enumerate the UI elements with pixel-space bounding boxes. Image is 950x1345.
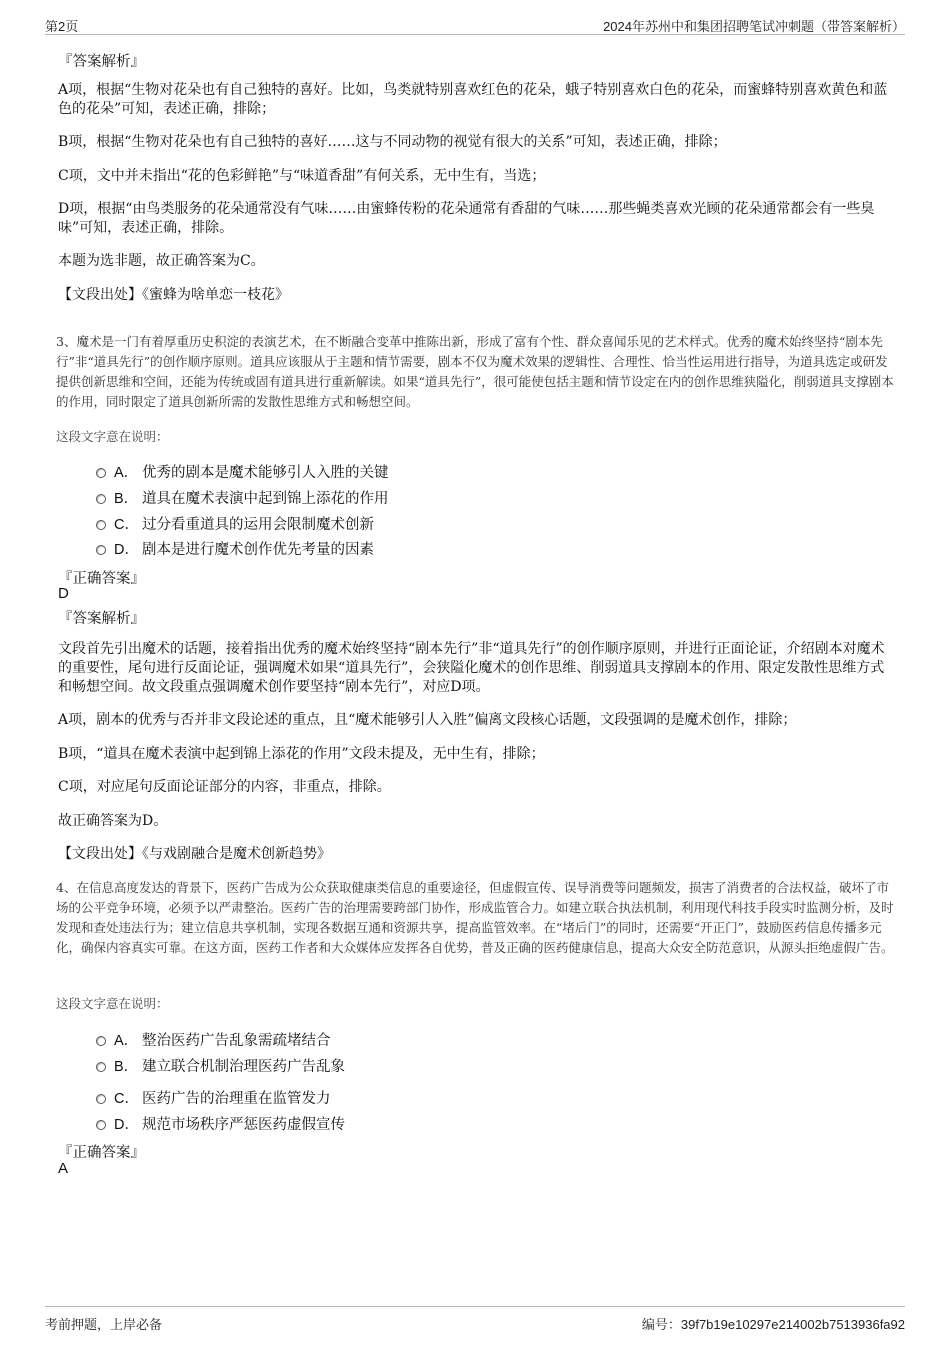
option-letter: C． bbox=[114, 1091, 139, 1107]
option-letter: C． bbox=[114, 517, 139, 533]
radio-icon[interactable] bbox=[96, 1120, 106, 1130]
q3-option-a[interactable] bbox=[96, 461, 389, 481]
option-letter: D． bbox=[114, 542, 139, 558]
radio-icon[interactable] bbox=[96, 520, 106, 530]
q3-question-text: 3、魔术是一门有着厚重历史积淀的表演艺术，在不断融合变革中推陈出新，形成了富有个性、群众喜闻乐见的艺术样式。优秀的魔术始终坚持“剧本先行”非“道具先行”的创作顺序原则。道具应该服从于主题和情节需要，剧本不仅为魔术效果的逻辑性、合理性、恰当性运用进行指导，为道具选定或研发提供创新思维和空间，还能为传统或固有道具进行重新解读。如果“道具先行”，很可能使包括主题和情节设定在内的创作思维狭隘化，削弱道具支撑剧本的作用，同时限定了道具创新所需的发散性思维方式和畅想空间。 bbox=[56, 334, 894, 409]
q3-analysis-heading: 『答案解析』 bbox=[58, 611, 145, 627]
q2-analysis-a: A项，根据“生物对花朵也有自己独特的喜好。比如，鸟类就特别喜欢红色的花朵，蛾子特别喜欢白色的花朵，而蜜蜂特别喜欢黄色和蓝色的花朵”可知，表述正确，排除； bbox=[58, 82, 888, 117]
q2-answer-line: 本题为选非题，故正确答案为C。 bbox=[58, 253, 265, 269]
radio-icon[interactable] bbox=[96, 1094, 106, 1104]
q4-correct-answer-heading: 『正确答案』 bbox=[58, 1145, 145, 1161]
radio-icon[interactable] bbox=[96, 468, 106, 478]
option-text: 剧本是进行魔术创作优先考量的因素 bbox=[142, 542, 374, 558]
q3-correct-answer: D bbox=[58, 585, 69, 602]
radio-icon[interactable] bbox=[96, 1062, 106, 1072]
q3-correct-answer-heading: 『正确答案』 bbox=[58, 571, 145, 587]
q2-analysis-b: B项，根据“生物对花朵也有自己独特的喜好……这与不同动物的视觉有很大的关系”可知，表述正确，排除； bbox=[58, 134, 727, 150]
q3-analysis-b: B项，“道具在魔术表演中起到锦上添花的作用”文段未提及，无中生有，排除； bbox=[58, 746, 545, 762]
q3-answer-line: 故正确答案为D。 bbox=[58, 813, 168, 829]
option-text: 优秀的剧本是魔术能够引人入胜的关键 bbox=[142, 465, 389, 481]
document-title: 2024年苏州中和集团招聘笔试冲刺题（带答案解析） bbox=[603, 19, 905, 34]
option-text: 规范市场秩序严惩医药虚假宣传 bbox=[142, 1117, 345, 1133]
q3-option-d[interactable] bbox=[96, 538, 374, 558]
option-letter: D． bbox=[114, 1117, 139, 1133]
q3-analysis-c: C项，对应尾句反面论证部分的内容，非重点，排除。 bbox=[58, 779, 391, 795]
option-letter: B． bbox=[114, 1059, 139, 1075]
option-letter: B． bbox=[114, 491, 139, 507]
q3-source: 【文段出处】《与戏剧融合是魔术创新趋势》 bbox=[58, 846, 331, 862]
q2-analysis-c: C项，文中并未指出“花的色彩鲜艳”与“味道香甜”有何关系，无中生有，当选； bbox=[58, 168, 546, 184]
page-header bbox=[45, 14, 905, 35]
option-text: 建立联合机制治理医药广告乱象 bbox=[142, 1059, 345, 1075]
radio-icon[interactable] bbox=[96, 494, 106, 504]
q4-prompt: 这段文字意在说明： bbox=[56, 996, 169, 1011]
page-number: 第2页 bbox=[45, 19, 79, 34]
q2-analysis-heading: 『答案解析』 bbox=[58, 54, 145, 70]
q4-option-b[interactable] bbox=[96, 1055, 345, 1075]
option-text: 过分看重道具的运用会限制魔术创新 bbox=[142, 517, 374, 533]
q3-option-c[interactable] bbox=[96, 513, 374, 533]
q2-analysis-d: D项，根据“由鸟类服务的花朵通常没有气味……由蜜蜂传粉的花朵通常有香甜的气味……那些蝇类喜欢光顾的花朵通常都会有一些臭味”可知，表述正确，排除。 bbox=[58, 201, 875, 236]
document-id: 编号：39f7b19e10297e214002b7513936fa92 bbox=[641, 1317, 905, 1332]
radio-icon[interactable] bbox=[96, 545, 106, 555]
option-letter: A． bbox=[114, 1033, 139, 1049]
q3-analysis-main: 文段首先引出魔术的话题，接着指出优秀的魔术始终坚持“剧本先行”非“道具先行”的创作顺序原则，并进行正面论证，介绍剧本对魔术的重要性，尾句进行反面论证，强调魔术如果“道具先行”，会狭隘化魔术的创作思维、削弱道具支撑剧本的作用、限定发散性思维方式和畅想空间。故文段重点强调魔术创作要坚持“剧本先行”，对应D项。 bbox=[58, 641, 885, 695]
page-footer bbox=[45, 1306, 905, 1335]
q3-analysis-a: A项，剧本的优秀与否并非文段论述的重点，且“魔术能够引人入胜”偏离文段核心话题，文段强调的是魔术创作，排除； bbox=[58, 712, 797, 728]
q4-correct-answer: A bbox=[58, 1160, 69, 1177]
option-letter: A． bbox=[114, 465, 139, 481]
option-text: 医药广告的治理重在监管发力 bbox=[142, 1091, 331, 1107]
q3-prompt: 这段文字意在说明： bbox=[56, 429, 169, 444]
q4-option-a[interactable] bbox=[96, 1029, 331, 1049]
option-text: 道具在魔术表演中起到锦上添花的作用 bbox=[142, 491, 389, 507]
q4-option-d[interactable] bbox=[96, 1113, 345, 1133]
q3-option-b[interactable] bbox=[96, 487, 389, 507]
q2-source: 【文段出处】《蜜蜂为啥单恋一枝花》 bbox=[58, 287, 289, 303]
q4-option-c[interactable] bbox=[96, 1087, 331, 1107]
q4-question-text: 4、在信息高度发达的背景下，医药广告成为公众获取健康类信息的重要途径，但虚假宣传、误导消费等问题频发，损害了消费者的合法权益，破坏了市场的公平竞争环境，必须予以严肃整治。医药广告的治理需要跨部门协作，形成监管合力。如建立联合执法机制，利用现代科技手段实时监测分析，及时发现和查处违法行为；建立信息共享机制，实现各数据互通和资源共享，提高监管效率。在“堵后门”的同时，还需要“开正门”，鼓励医药信息传播多元化，确保内容真实可靠。在这方面，医药工作者和大众媒体应发挥各自优势，普及正确的医药健康信息，提高大众安全防范意识，从源头拒绝虚假广告。 bbox=[56, 880, 894, 955]
radio-icon[interactable] bbox=[96, 1036, 106, 1046]
option-text: 整治医药广告乱象需疏堵结合 bbox=[142, 1033, 331, 1049]
footer-slogan: 考前押题，上岸必备 bbox=[45, 1317, 163, 1332]
